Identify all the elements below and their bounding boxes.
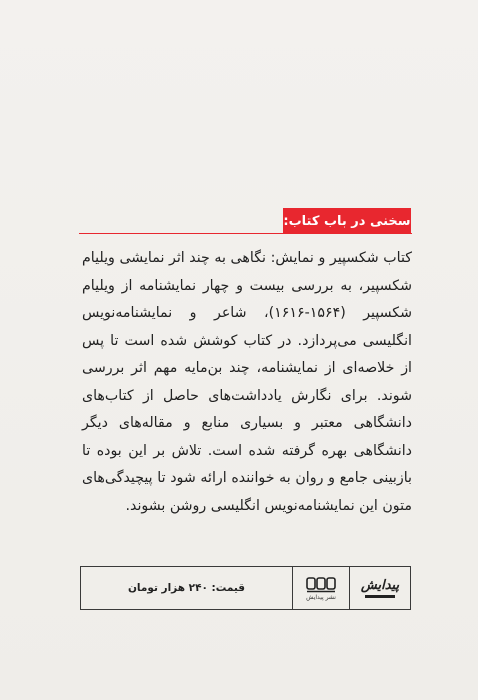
price-label: قیمت: ۲۴۰ هزار تومان: [127, 582, 246, 594]
peydayesh-logo-icon: پیدایش: [360, 578, 400, 593]
publisher-logo-books: [292, 567, 349, 609]
book-stack-logo-icon: [306, 575, 336, 593]
book-description: کتاب شکسپیر و نمایش: نگاهی به چند اثر نمایشی ویلیام شکسپیر، به بررسی بیست و چهار نمایشنامه از ویلیام شکسپیر (۱۵۶۴-۱۶۱۶)، شاعر و نمایشنامه‌نویس انگلیسی می‌پردازد. در کتاب کوشش شده است تا پس از خلاصه‌ای از نمایشنامه، چند بن‌مایه مهم اثر بررسی شوند. برای نگارش یادداشت‌های حاصل از کتاب‌های دانشگاهی معتبر و بسیاری منابع و مقاله‌های دیگر دانشگاهی بهره گرفته شده است. تلاش بر این بوده تا بازبینی جامع و روان به خواننده ارائه شود تا پیچیدگی‌های متون این نمایشنامه‌نویس انگلیسی روشن بشوند.: [82, 250, 412, 514]
publisher-logo-peydayesh: [349, 567, 410, 609]
section-heading: [283, 208, 411, 234]
price-cell: [81, 567, 292, 609]
section-heading-label: سخنی در باب کتاب:: [283, 213, 411, 229]
logo-underline: [365, 595, 395, 598]
publisher-caption: نشر پیدایش: [306, 594, 336, 601]
heading-underline: [79, 233, 412, 234]
footer-box: [80, 566, 411, 610]
